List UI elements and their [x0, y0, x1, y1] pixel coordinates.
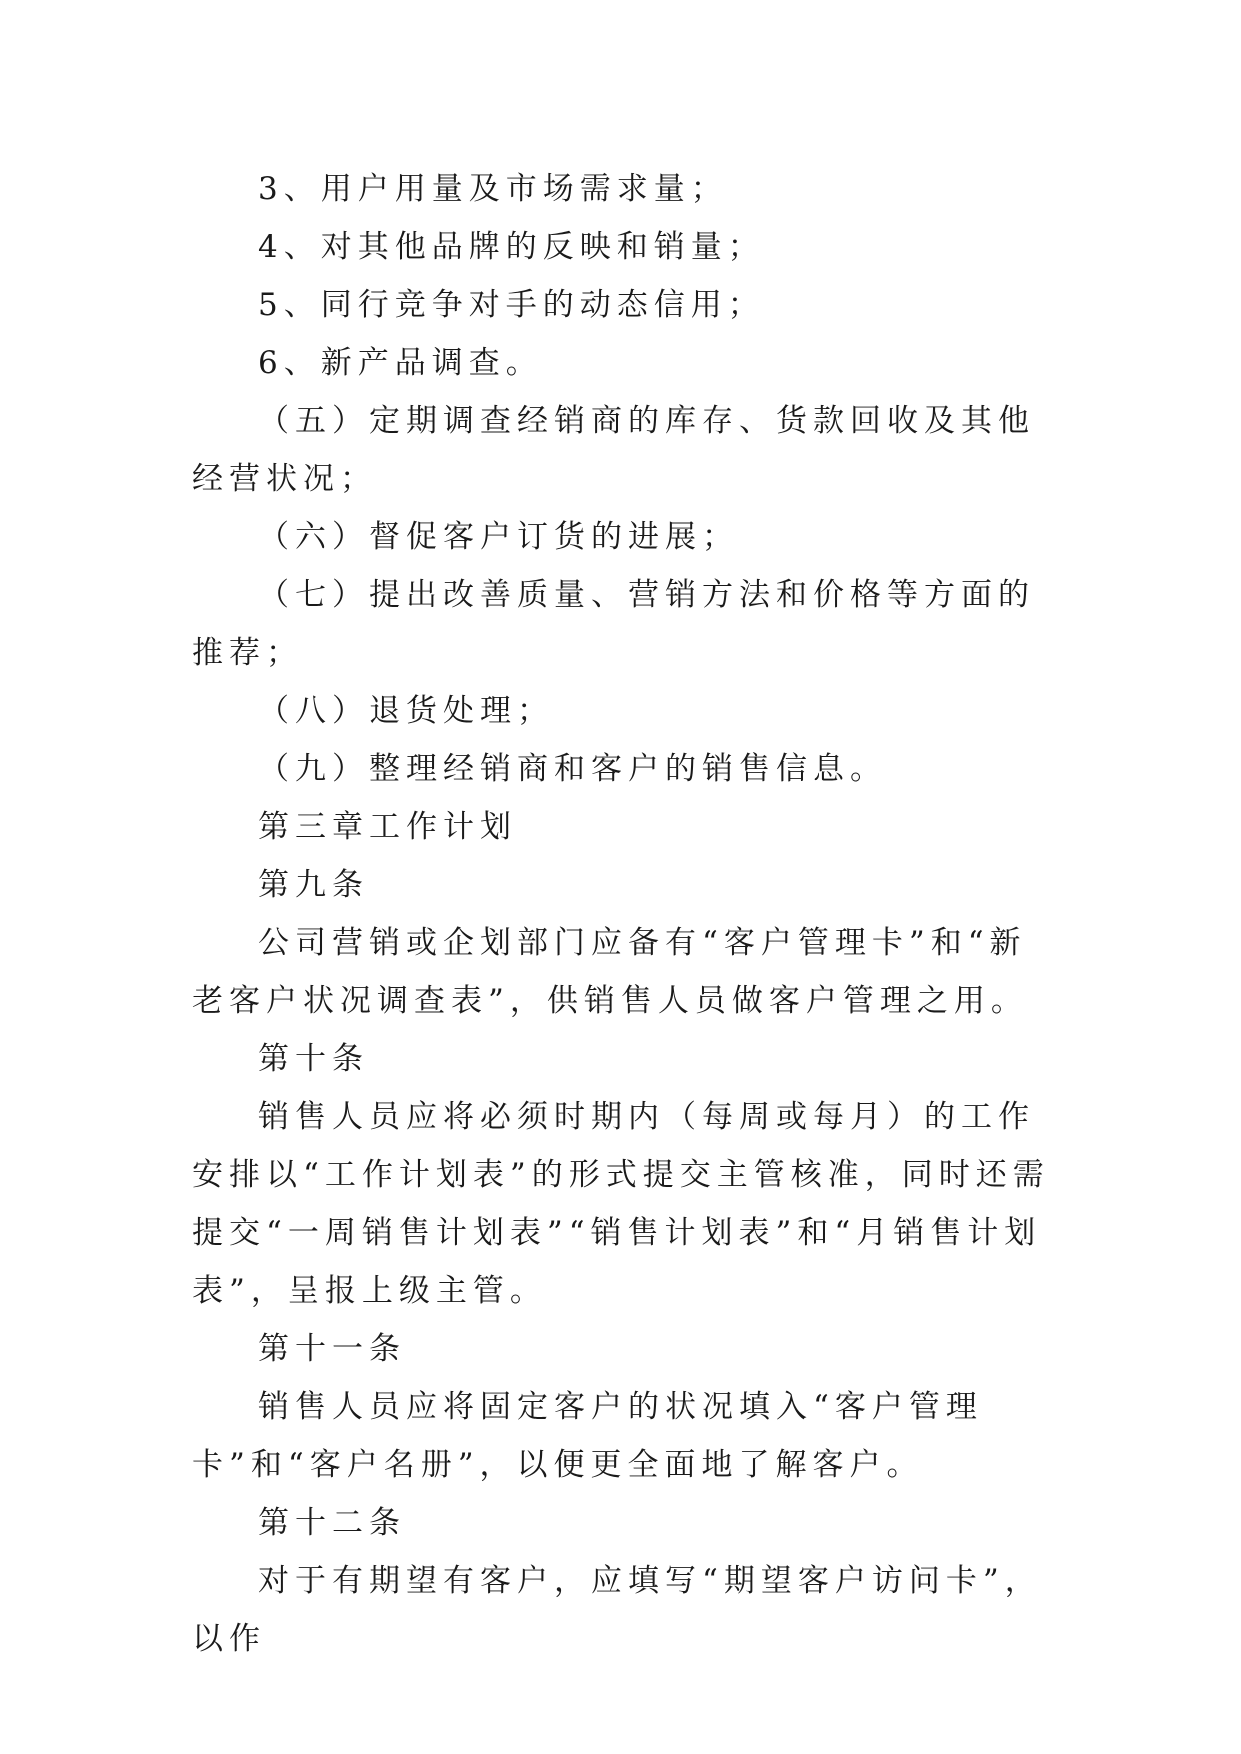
- list-item-5: 5、同行竞争对手的动态信用；: [258, 287, 765, 323]
- article-heading-12: 第十二条: [258, 1505, 406, 1541]
- clause-item-8: （八）退货处理；: [258, 693, 554, 729]
- article-body-9: 公司营销或企划部门应备有“客户管理卡”和“新老客户状况调查表”，供销售人员做客户管理之用。: [192, 925, 1028, 1019]
- clause-item-5: （五）定期调查经销商的库存、货款回收及其他经营状况；: [192, 403, 1035, 497]
- list-item-4: 4、对其他品牌的反映和销量；: [258, 229, 765, 265]
- chapter-heading: 第三章工作计划: [258, 809, 517, 845]
- article-heading-10: 第十条: [258, 1041, 369, 1077]
- article-heading-11: 第十一条: [258, 1331, 406, 1367]
- clause-item-6: （六）督促客户订货的进展；: [258, 519, 739, 555]
- article-body-10: 销售人员应将必须时期内（每周或每月）的工作安排以“工作计划表”的形式提交主管核准，同时还需提交“一周销售计划表”“销售计划表”和“月销售计划表”，呈报上级主管。: [192, 1099, 1050, 1309]
- list-item-3: 3、用户用量及市场需求量；: [258, 171, 728, 207]
- list-item-6: 6、新产品调查。: [258, 345, 543, 381]
- clause-item-9: （九）整理经销商和客户的销售信息。: [258, 751, 887, 787]
- article-body-12: 对于有期望有客户，应填写“期望客户访问卡”，以作: [192, 1563, 1042, 1657]
- clause-item-7: （七）提出改善质量、营销方法和价格等方面的推荐；: [192, 577, 1035, 671]
- document-body: [192, 160, 1062, 1668]
- article-body-11: 销售人员应将固定客户的状况填入“客户管理卡”和“客户名册”，以便更全面地了解客户。: [192, 1389, 983, 1483]
- article-heading-9: 第九条: [258, 867, 369, 903]
